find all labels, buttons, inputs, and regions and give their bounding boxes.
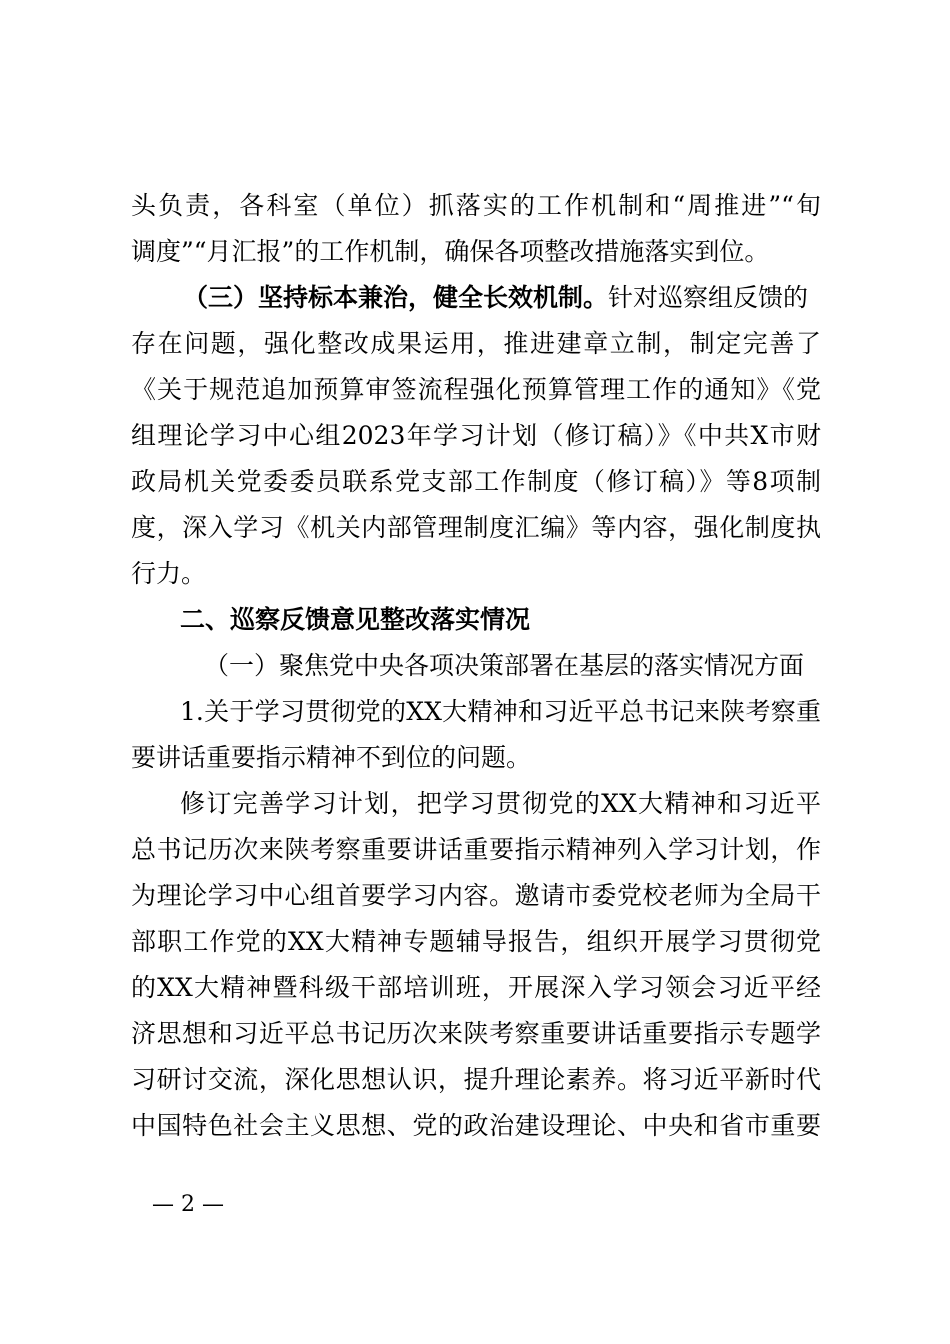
paragraph-line: 政局机关党委委员联系党支部工作制度（修订稿）》等8项制: [131, 467, 821, 496]
paragraph-line: 中国特色社会主义思想、党的政治建设理论、中央和省市重要: [131, 1111, 821, 1140]
section-heading-3: （三）坚持标本兼治，健全长效机制。: [183, 283, 609, 312]
paragraph-line: 修订完善学习计划，把学习贯彻党的XX大精神和习近平: [180, 789, 821, 818]
paragraph-line: 部职工作党的XX大精神专题辅导报告，组织开展学习贯彻党: [131, 927, 821, 956]
paragraph-line: 度，深入学习《机关内部管理制度汇编》等内容，强化制度执: [131, 513, 821, 542]
paragraph-line: 存在问题，强化整改成果运用，推进建章立制，制定完善了: [131, 329, 821, 358]
paragraph-line: 习研讨交流，深化思想认识，提升理论素养。将习近平新时代: [131, 1065, 821, 1094]
paragraph-line: 为理论学习中心组首要学习内容。邀请市委党校老师为全局干: [131, 881, 821, 910]
page-number: — 2 —: [152, 1192, 224, 1217]
paragraph-line: 调度”“月汇报”的工作机制，确保各项整改措施落实到位。: [131, 237, 770, 266]
paragraph-line: 头负责，各科室（单位）抓落实的工作机制和“周推进”“旬: [131, 191, 821, 220]
subsection-heading: （一）聚焦党中央各项决策部署在基层的落实情况方面: [204, 651, 805, 680]
paragraph-line: 的XX大精神暨科级干部培训班，开展深入学习领会习近平经: [131, 973, 821, 1002]
paragraph-line: 行力。: [131, 559, 207, 588]
paragraph-line: 1.关于学习贯彻党的XX大精神和习近平总书记来陕考察重: [180, 697, 821, 726]
paragraph-line: 要讲话重要指示精神不到位的问题。: [131, 743, 532, 772]
chapter-heading: 二、巡察反馈意见整改落实情况: [180, 605, 531, 634]
section-text-run: 针对巡察组反馈的: [608, 283, 809, 312]
paragraph-line: 总书记历次来陕考察重要讲话重要指示精神列入学习计划，作: [131, 835, 821, 864]
paragraph-line: 组理论学习中心组2023年学习计划（修订稿）》《中共X市财: [131, 421, 821, 450]
paragraph-line: 济思想和习近平总书记历次来陕考察重要讲话重要指示专题学: [131, 1019, 821, 1048]
paragraph-line: 《关于规范追加预算审签流程强化预算管理工作的通知》《党: [131, 375, 821, 404]
section-heading-line: [183, 276, 823, 320]
